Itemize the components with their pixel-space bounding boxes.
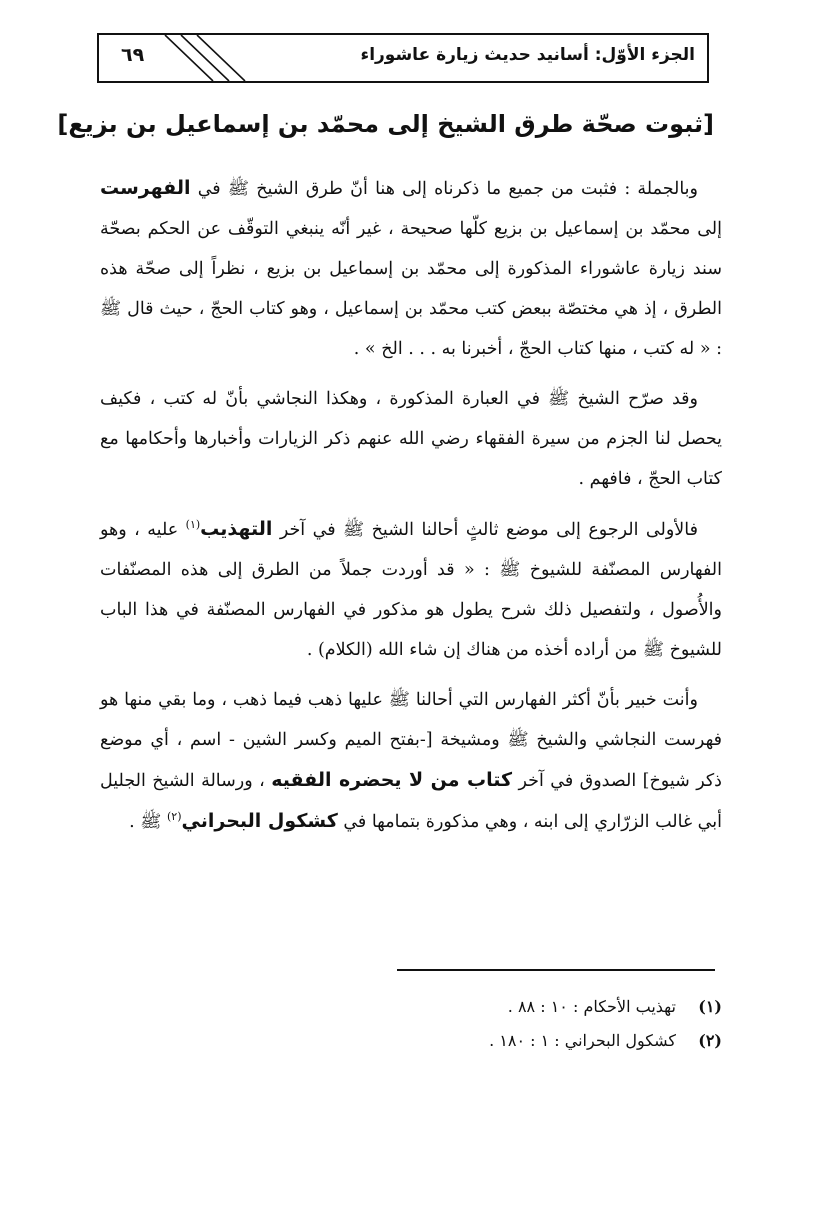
paragraph-2 [100, 379, 722, 499]
paragraph-2-text: وقد صرّح الشيخ ﷺ في العبارة المذكورة ، وهكذا النجاشي بأنّ له كتب ، فكيف يحصل لنا الجزم من سيرة الفقهاء رضي الله عنهم ذكر الزيارات وأخبارها وأحكامها مع كتاب الحجّ ، فافهم . [100, 389, 722, 489]
footnote-2-text: كشكول البحراني : ١ : ١٨٠ . [489, 1031, 676, 1050]
paragraph-3 [100, 509, 722, 670]
main-text [100, 168, 722, 842]
paragraph-4 [100, 680, 722, 842]
footnote-1-mark: (١) [698, 997, 722, 1016]
footnote-divider [397, 969, 715, 971]
paragraph-1-text-c: إلى محمّد بن إسماعيل بن بزيع كلّها صحيحة ، غير أنّه ينبغي التوقّف عن الحكم بصحّة سند زيارة عاشوراء المذكورة إلى محمّد بن إسماعيل بن بزيع ، نظراً إلى صحّة هذه الطرق ، إذ هي مختصّة ببعض كتب محمّد بن إسماعيل ، وهو كتاب الحجّ ، حيث قال ﷺ : « له كتب ، منها كتاب الحجّ ، أخبرنا به . . . الخ » . [100, 219, 722, 359]
page-number: ٦٩ [121, 44, 145, 66]
section-title: [ثبوت صحّة طرق الشيخ إلى محمّد بن إسماعيل بن بزيع] [57, 110, 714, 138]
running-header-title: الجزء الأوّل: أسانيد حديث زيارة عاشوراء [360, 45, 695, 65]
footnotes [100, 990, 722, 1058]
footnote-ref-1[interactable]: (١) [185, 518, 201, 532]
paragraph-4-text-e: ﷺ . [129, 812, 162, 832]
paragraph-3-text-c: عليه ، وهو الفهارس المصنّفة للشيوخ ﷺ : « قد أوردت جملاً من الطرق إلى هذه المصنّفات والأُصول ، ولتفصيل ذلك شرح يطول هو مذكور في الفهارس المصنّفة في هذا الباب للشيوخ ﷺ من أراده أخذه من هناك إن شاء الله (الكلام) . [100, 520, 722, 660]
book-title-faqih: كتاب من لا يحضره الفقيه [271, 769, 513, 791]
footnote-1 [100, 990, 722, 1024]
book-title-fihrist: الفهرست [100, 177, 191, 199]
paragraph-3-text-a: فالأولى الرجوع إلى موضع ثالثٍ أحالنا الشيخ ﷺ في آخر [279, 520, 698, 540]
paragraph-1-text-a: وبالجملة : فثبت من جميع ما ذكرناه إلى هنا أنّ طرق الشيخ ﷺ في [197, 179, 698, 199]
paragraph-4-text-a: وأنت خبير بأنّ أكثر الفهارس التي أحالنا ﷺ عليها ذهب فيما ذهب ، وما بقي منها هو فهرست النجاشي والشيخ ﷺ ومشيخة [-بفتح الميم وكسر الشين - اسم ، أي موضع ذكر شيوخ] الصدوق في آخر [100, 690, 722, 791]
footnote-1-text: تهذيب الأحكام : ١٠ : ٨٨ . [507, 997, 676, 1016]
footnote-ref-2[interactable]: (٢) [167, 810, 182, 824]
paragraph-1 [100, 168, 722, 369]
book-title-tahdhib: التهذيب [200, 518, 273, 540]
footnote-2 [100, 1024, 722, 1058]
book-title-kashkul: كشكول البحراني [181, 810, 338, 832]
paragraph-4-text-c: ، ورسالة الشيخ الجليل أبي غالب الزرّاري إلى ابنه ، وهي مذكورة بتمامها في [100, 771, 722, 832]
footnote-2-mark: (٢) [698, 1031, 722, 1050]
running-header [97, 33, 709, 83]
